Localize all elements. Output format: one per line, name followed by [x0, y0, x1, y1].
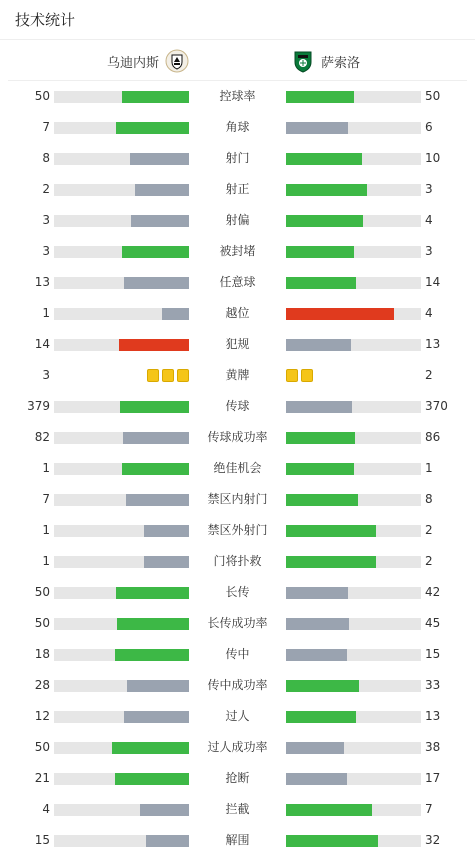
home-stat-value: 28 — [34, 678, 50, 692]
away-bar — [286, 711, 356, 723]
stat-row — [0, 81, 475, 112]
stat-label: 射偏 — [225, 213, 250, 227]
stat-row — [0, 577, 475, 608]
away-bar-track — [286, 91, 421, 103]
away-bar — [286, 153, 362, 165]
away-bar-track — [286, 277, 421, 289]
home-bar-track — [54, 773, 189, 785]
home-bar-track — [54, 618, 189, 630]
stat-label: 过人 — [225, 709, 250, 723]
away-bar — [286, 401, 352, 413]
home-bar — [122, 463, 190, 475]
stat-row — [0, 701, 475, 732]
away-bar — [286, 618, 349, 630]
away-bar-track — [286, 432, 421, 444]
home-stat-value: 50 — [34, 89, 50, 103]
stat-row — [0, 484, 475, 515]
home-stat-value: 4 — [42, 802, 50, 816]
home-bar-track — [54, 91, 189, 103]
away-bar — [286, 494, 358, 506]
away-bar-track — [286, 649, 421, 661]
stat-row — [0, 298, 475, 329]
home-stat-value: 18 — [34, 647, 50, 661]
stat-label: 被封堵 — [219, 244, 256, 258]
home-bar — [122, 91, 190, 103]
away-bar — [286, 463, 354, 475]
home-bar — [146, 835, 189, 847]
stat-row — [0, 267, 475, 298]
away-bar-track — [286, 153, 421, 165]
stat-label: 过人成功率 — [207, 740, 268, 754]
teams-row — [8, 41, 467, 81]
away-bar — [286, 742, 344, 754]
home-stat-value: 82 — [34, 430, 50, 444]
stat-label: 拦截 — [225, 802, 250, 816]
away-stat-value: 2 — [425, 554, 433, 568]
stats-header — [0, 0, 475, 40]
home-bar — [144, 525, 189, 537]
stat-row — [0, 453, 475, 484]
stat-row — [0, 670, 475, 701]
away-stat-value: 32 — [425, 833, 441, 847]
home-bar — [115, 649, 189, 661]
away-bar — [286, 184, 367, 196]
away-stat-value: 8 — [425, 492, 433, 506]
away-team[interactable] — [291, 41, 366, 81]
away-stat-value: 45 — [425, 616, 441, 630]
away-bar-track — [286, 215, 421, 227]
home-bar-track — [54, 246, 189, 258]
stat-label: 传球成功率 — [207, 430, 268, 444]
stat-row — [0, 732, 475, 763]
stat-label: 长传 — [225, 585, 250, 599]
home-bar — [123, 432, 189, 444]
away-bar-track — [286, 556, 421, 568]
away-bar-track — [286, 401, 421, 413]
away-yellow-cards — [286, 369, 313, 383]
home-bar — [116, 587, 189, 599]
stat-label: 犯规 — [225, 337, 250, 351]
away-bar — [286, 773, 347, 785]
home-stat-value: 1 — [42, 306, 50, 320]
home-bar — [116, 122, 189, 134]
yellow-card-icon — [286, 369, 298, 382]
stat-row — [0, 515, 475, 546]
away-bar — [286, 308, 394, 320]
home-bar-track — [54, 339, 189, 351]
home-bar-track — [54, 587, 189, 599]
away-bar — [286, 680, 359, 692]
away-bar — [286, 277, 356, 289]
home-bar-track — [54, 153, 189, 165]
away-stat-value: 7 — [425, 802, 433, 816]
stat-label: 射门 — [225, 151, 250, 165]
away-bar — [286, 556, 376, 568]
away-stat-value: 42 — [425, 585, 441, 599]
udinese-crest-icon — [165, 49, 189, 73]
away-bar-track — [286, 804, 421, 816]
away-bar-track — [286, 835, 421, 847]
away-stat-value: 10 — [425, 151, 441, 165]
away-bar-track — [286, 494, 421, 506]
away-team-name: 萨索洛 — [321, 55, 361, 71]
away-bar-track — [286, 711, 421, 723]
home-stat-value: 2 — [42, 182, 50, 196]
home-stat-value: 1 — [42, 523, 50, 537]
away-bar-track — [286, 184, 421, 196]
away-bar-track — [286, 246, 421, 258]
away-bar — [286, 122, 348, 134]
home-bar-track — [54, 277, 189, 289]
away-bar — [286, 649, 347, 661]
away-bar — [286, 432, 355, 444]
home-bar — [124, 277, 189, 289]
away-bar — [286, 587, 348, 599]
stat-row — [0, 329, 475, 360]
yellow-card-icon — [177, 369, 189, 382]
away-stat-value: 2 — [425, 523, 433, 537]
away-stat-value: 2 — [425, 368, 433, 382]
away-stat-value: 17 — [425, 771, 441, 785]
stat-label: 黄牌 — [225, 368, 250, 382]
home-bar — [119, 339, 189, 351]
home-bar — [120, 401, 189, 413]
home-bar — [117, 618, 189, 630]
stat-label: 长传成功率 — [207, 616, 268, 630]
away-bar-track — [286, 618, 421, 630]
stat-label: 禁区内射门 — [207, 492, 268, 506]
home-stat-value: 12 — [34, 709, 50, 723]
home-bar-track — [54, 215, 189, 227]
away-bar — [286, 804, 372, 816]
away-bar — [286, 91, 354, 103]
home-bar — [112, 742, 189, 754]
away-stat-value: 33 — [425, 678, 441, 692]
stat-row — [0, 639, 475, 670]
home-bar — [115, 773, 189, 785]
away-stat-value: 3 — [425, 244, 433, 258]
home-stat-value: 13 — [34, 275, 50, 289]
away-bar-track — [286, 463, 421, 475]
home-bar-track — [54, 556, 189, 568]
home-team-name: 乌迪内斯 — [106, 55, 159, 71]
away-stat-value: 14 — [425, 275, 441, 289]
home-bar-track — [54, 184, 189, 196]
stat-row — [0, 360, 475, 391]
away-bar — [286, 215, 363, 227]
stat-row — [0, 422, 475, 453]
home-bar — [135, 184, 189, 196]
home-team[interactable] — [101, 41, 189, 81]
home-stat-value: 3 — [42, 368, 50, 382]
home-stat-value: 1 — [42, 461, 50, 475]
home-bar-track — [54, 494, 189, 506]
away-stat-value: 15 — [425, 647, 441, 661]
home-bar-track — [54, 835, 189, 847]
home-stat-value: 7 — [42, 120, 50, 134]
away-stat-value: 4 — [425, 306, 433, 320]
home-stat-value: 3 — [42, 213, 50, 227]
away-stat-value: 13 — [425, 337, 441, 351]
home-bar-track — [54, 742, 189, 754]
home-bar-track — [54, 463, 189, 475]
away-bar-track — [286, 742, 421, 754]
home-stat-value: 14 — [34, 337, 50, 351]
home-bar-track — [54, 432, 189, 444]
away-stat-value: 13 — [425, 709, 441, 723]
stat-label: 射正 — [225, 182, 250, 196]
stat-label: 传球 — [225, 399, 250, 413]
away-bar — [286, 835, 378, 847]
home-yellow-cards — [147, 369, 189, 383]
yellow-card-icon — [162, 369, 174, 382]
home-stat-value: 21 — [34, 771, 50, 785]
home-bar — [127, 680, 189, 692]
away-bar-track — [286, 525, 421, 537]
away-stat-value: 3 — [425, 182, 433, 196]
home-stat-value: 15 — [34, 833, 50, 847]
stat-label: 控球率 — [219, 89, 256, 103]
home-stat-value: 50 — [34, 740, 50, 754]
home-bar-track — [54, 680, 189, 692]
home-stat-value: 7 — [42, 492, 50, 506]
away-bar — [286, 246, 354, 258]
away-stat-value: 86 — [425, 430, 441, 444]
home-bar — [130, 153, 189, 165]
home-bar-track — [54, 804, 189, 816]
stat-label: 绝佳机会 — [213, 461, 262, 475]
stat-row — [0, 205, 475, 236]
stat-label: 抢断 — [225, 771, 250, 785]
stat-label: 解围 — [225, 833, 250, 847]
stat-label: 禁区外射门 — [207, 523, 268, 537]
sassuolo-crest-icon — [291, 49, 315, 73]
home-bar-track — [54, 525, 189, 537]
stats-list — [0, 81, 475, 856]
away-bar-track — [286, 773, 421, 785]
stat-row — [0, 112, 475, 143]
home-stat-value: 8 — [42, 151, 50, 165]
home-bar — [140, 804, 189, 816]
home-bar-track — [54, 649, 189, 661]
away-stat-value: 50 — [425, 89, 441, 103]
away-stat-value: 1 — [425, 461, 433, 475]
stat-row — [0, 546, 475, 577]
home-stat-value: 50 — [34, 616, 50, 630]
home-stat-value: 379 — [27, 399, 50, 413]
home-bar — [131, 215, 189, 227]
stat-row — [0, 825, 475, 856]
away-bar — [286, 339, 351, 351]
stat-label: 越位 — [225, 306, 250, 320]
home-stat-value: 50 — [34, 585, 50, 599]
home-bar-track — [54, 711, 189, 723]
stat-row — [0, 174, 475, 205]
stat-label: 角球 — [225, 120, 250, 134]
yellow-card-icon — [301, 369, 313, 382]
stat-row — [0, 608, 475, 639]
away-bar-track — [286, 122, 421, 134]
page-title: 技术统计 — [15, 11, 76, 29]
away-stat-value: 4 — [425, 213, 433, 227]
stat-label: 传中 — [225, 647, 250, 661]
away-bar-track — [286, 587, 421, 599]
home-stat-value: 3 — [42, 244, 50, 258]
home-bar-track — [54, 401, 189, 413]
away-stat-value: 370 — [425, 399, 448, 413]
away-stat-value: 38 — [425, 740, 441, 754]
home-bar-track — [54, 122, 189, 134]
stat-label: 门将扑救 — [213, 554, 262, 568]
home-bar — [124, 711, 189, 723]
away-bar — [286, 525, 376, 537]
home-bar — [126, 494, 189, 506]
stat-label: 任意球 — [219, 275, 256, 289]
stat-row — [0, 763, 475, 794]
home-bar-track — [54, 308, 189, 320]
away-bar-track — [286, 308, 421, 320]
yellow-card-icon — [147, 369, 159, 382]
home-bar — [122, 246, 190, 258]
stat-row — [0, 236, 475, 267]
stat-label: 传中成功率 — [207, 678, 268, 692]
away-bar-track — [286, 680, 421, 692]
away-bar-track — [286, 339, 421, 351]
home-bar — [162, 308, 189, 320]
home-stat-value: 1 — [42, 554, 50, 568]
stat-row — [0, 143, 475, 174]
home-bar — [144, 556, 189, 568]
stat-row — [0, 391, 475, 422]
away-stat-value: 6 — [425, 120, 433, 134]
stat-row — [0, 794, 475, 825]
